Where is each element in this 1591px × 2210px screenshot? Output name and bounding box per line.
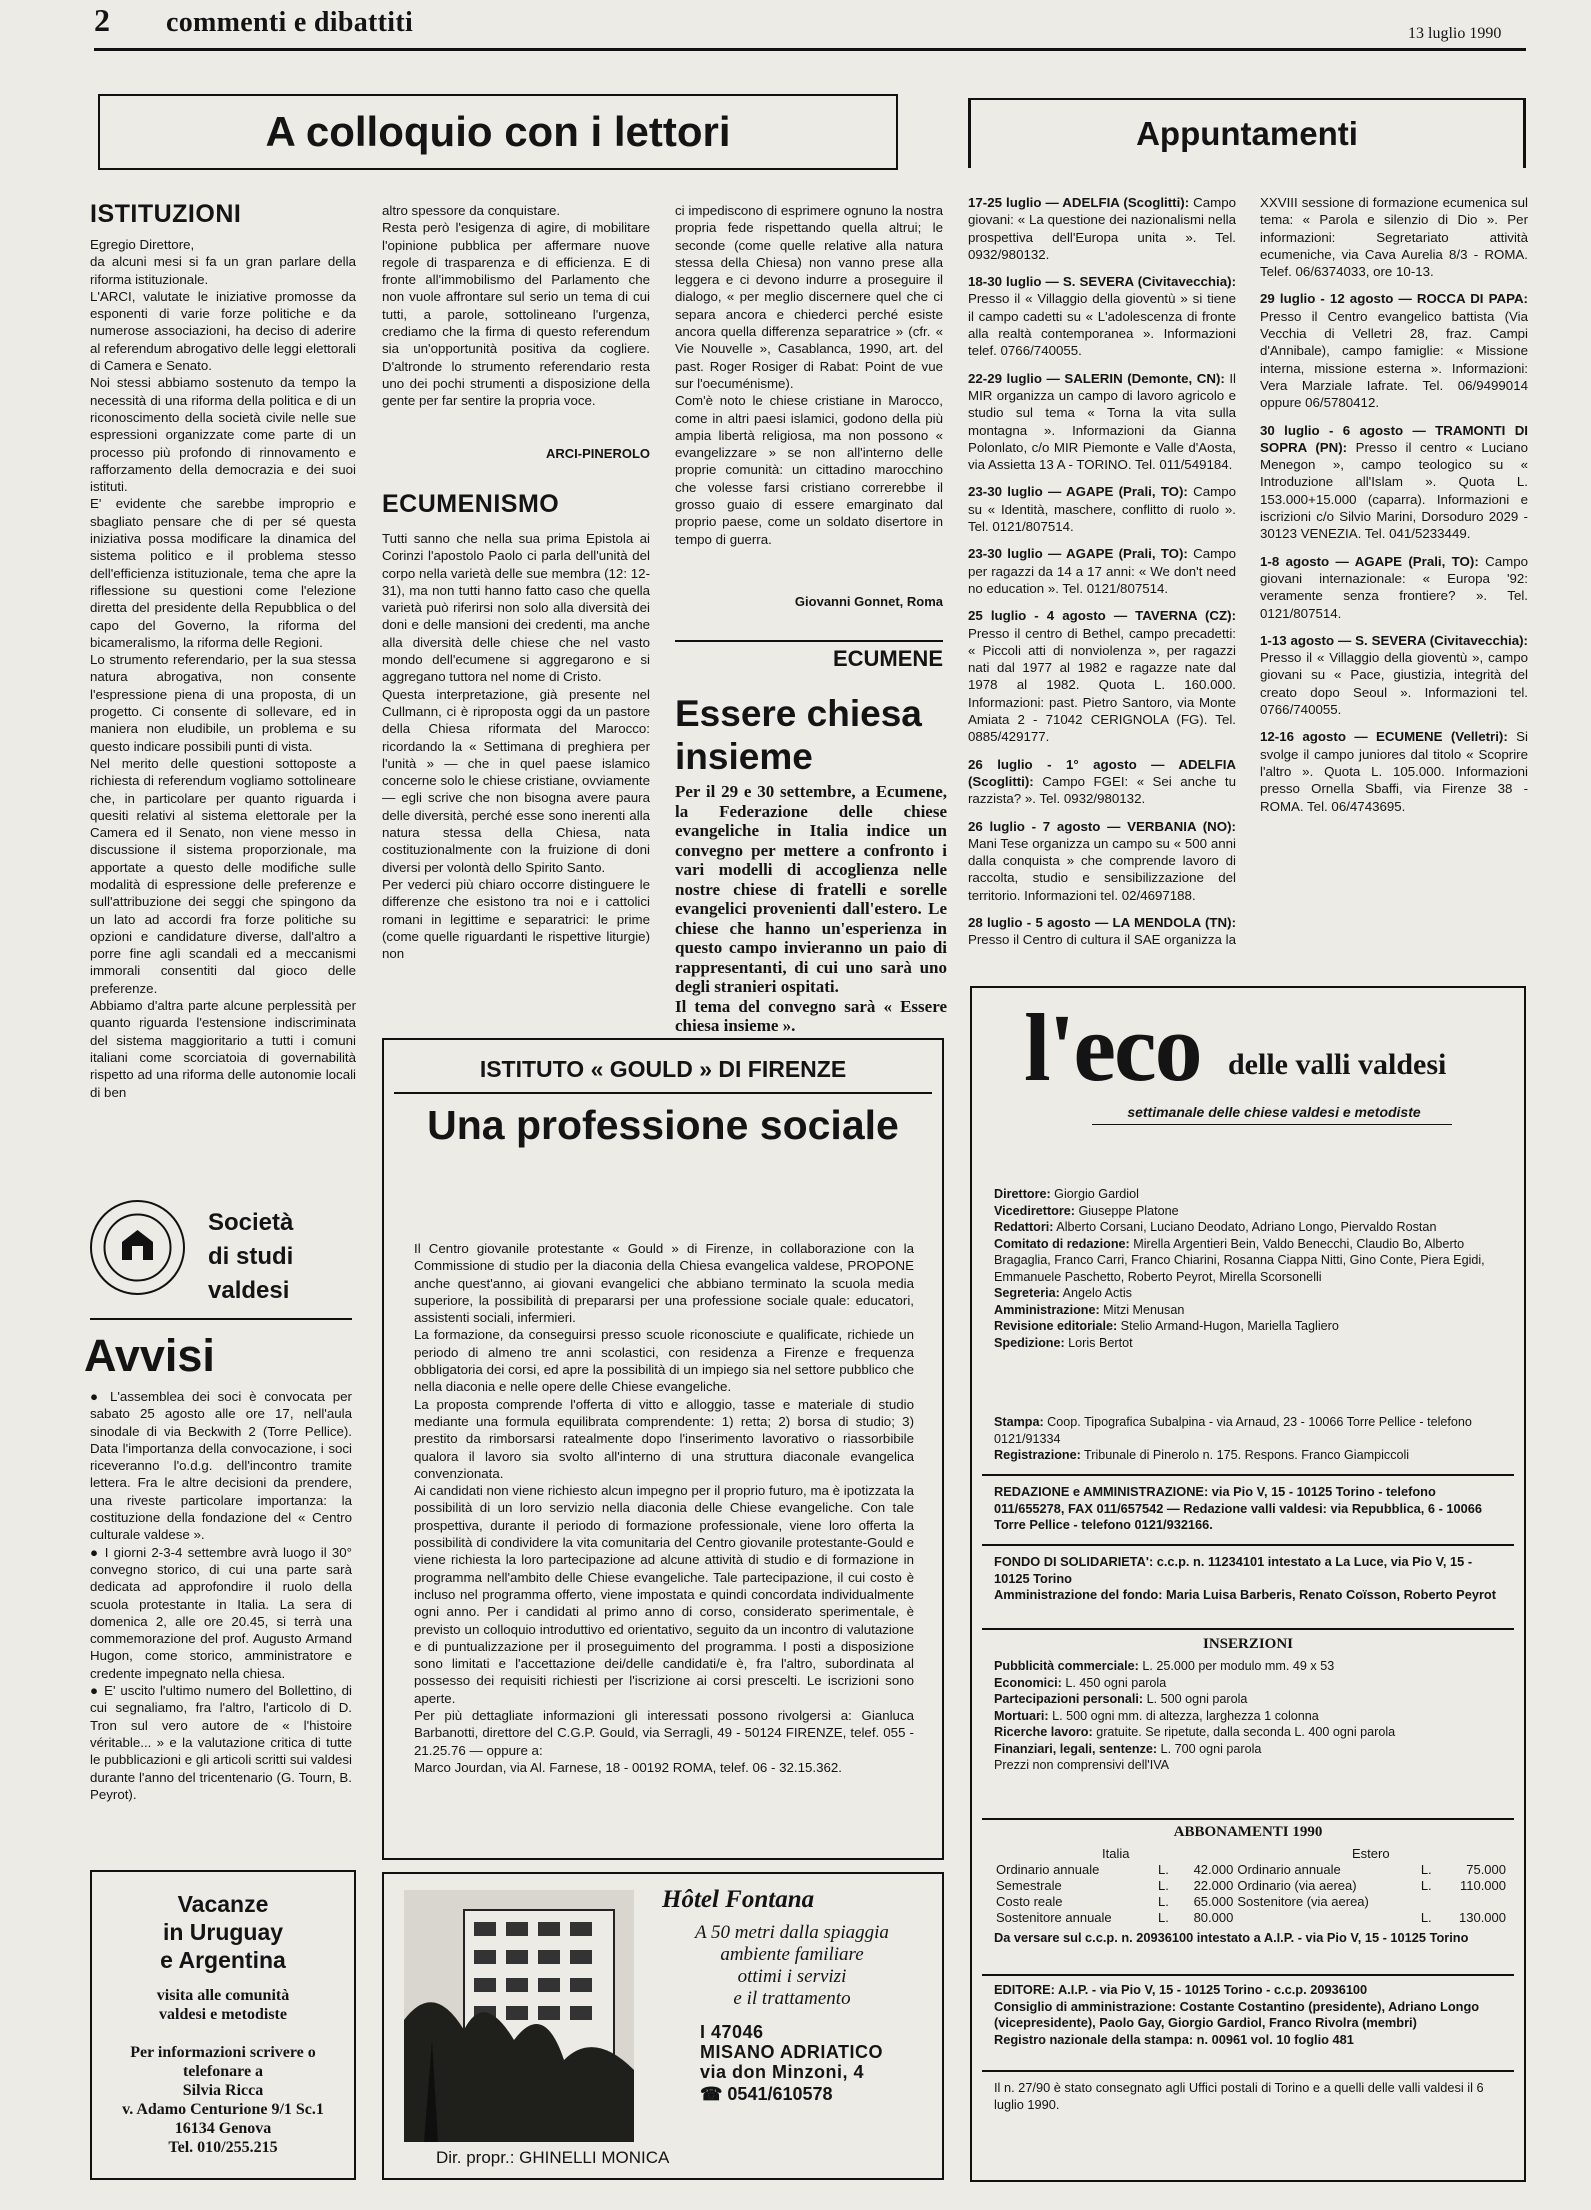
eco-rule-5 (982, 1974, 1514, 1976)
abbonamento-cell: 42.000 (1193, 1862, 1234, 1877)
appuntamento-item (1260, 632, 1528, 718)
staff-names: Prezzi non comprensivi dell'IVA (994, 1758, 1170, 1772)
appuntamento-item (968, 370, 1236, 474)
abbonamento-cell: 75.000 (1466, 1862, 1506, 1877)
staff-role: Partecipazioni personali: (994, 1692, 1144, 1706)
staff-line (994, 1186, 1508, 1203)
appuntamento-date: 26 luglio - 1° agosto — ADELFIA (Scoglitti): (968, 756, 1236, 789)
vacanze-title: Vacanze in Uruguay e Argentina (160, 1891, 286, 1973)
abbonamento-row (994, 1910, 1508, 1926)
appuntamento-date: 22-29 luglio — SALERIN (Demonte, CN): (968, 370, 1225, 386)
appuntamento-date: 23-30 luglio — AGAPE (Prali, TO): (968, 546, 1188, 562)
abbonamenti-table (994, 1862, 1508, 1926)
colloquio-banner (98, 94, 898, 170)
abbonamento-row (994, 1894, 1508, 1910)
appuntamento-item (968, 818, 1236, 904)
appuntamento-item (968, 194, 1236, 263)
studi-seal-icon (92, 1202, 183, 1293)
hotel-name: Hôtel Fontana (662, 1886, 815, 1913)
gould-title: Una professione sociale (427, 1102, 899, 1148)
abbonamento-cell: L. (1158, 1894, 1169, 1909)
eco-rule-1 (982, 1474, 1514, 1476)
staff-names: Giorgio Gardiol (1050, 1187, 1139, 1201)
ecumene-kicker: ECUMENE (832, 646, 943, 671)
appuntamento-text: Presso il Centro evangelico battista (Via Vecchia di Velletri 28, fraz. Campi d'Annibale), campo famiglie: « Missione interna, missione esterna ». Informazioni: Vera Marziale Iafrate. Tel. 06/9499014 oppure 06/5780412. (1260, 308, 1528, 411)
abbonamento-cell: Costo reale (996, 1894, 1063, 1909)
telephone-icon: ☎ (700, 2084, 728, 2104)
avvisi-title: Avvisi (84, 1330, 215, 1381)
staff-line (994, 1302, 1508, 1319)
hotel-building-icon (404, 1890, 634, 2142)
eco-logo: l'eco (1024, 994, 1201, 1101)
staff-names: Tribunale di Pinerolo n. 175. Respons. Franco Giampiccoli (1080, 1448, 1410, 1462)
ecumene-rule (675, 640, 943, 642)
appuntamento-text: Presso il « Villaggio della gioventù » si tiene il campo cadetti su « L'adolescenza di fronte alla realtà contemporanea ». Informazioni telef. 0766/740055. (968, 291, 1236, 359)
staff-line (994, 1691, 1508, 1708)
abb-estero-label: Estero (1352, 1846, 1390, 1861)
abbonamento-row (994, 1878, 1508, 1894)
eco-rule-2 (982, 1544, 1514, 1546)
eco-rule-4 (982, 1818, 1514, 1820)
eco-rule-6 (982, 2070, 1514, 2072)
staff-role: Registrazione: (994, 1448, 1081, 1462)
appuntamento-text: Campo giovani internazionale: « Europa '92: veramente senza frontiere? ». Tel. 0121/807514. (1260, 553, 1528, 621)
studi-rule (90, 1318, 352, 1320)
istituzioni-text-col2: altro spessore da conquistare. Resta però l'esigenza di agire, di mobilitare l'opinione pubblica per affermare nuove regole di trasparenza e di efficienza. E di fronte all'immobilismo del Parlamento che non vuole affrontare sul serio un tema di cui tutti, a parole, sottolineano l'urgenza, crediamo che la firma di questo referendum sia un'opportunità positiva da cogliere. D'altronde lo strumento referendario resta uno dei pochi strumenti a disposizione della gente per far sentire la propria voce. (382, 203, 650, 409)
staff-line (994, 1285, 1508, 1302)
staff-line (994, 1414, 1508, 1447)
staff-line (994, 1658, 1508, 1675)
istituzioni-signature: ARCI-PINEROLO (546, 446, 650, 461)
staff-names: L. 500 ogni mm. di altezza, larghezza 1 colonna (1048, 1708, 1319, 1723)
abbonamento-cell: 110.000 (1459, 1878, 1506, 1893)
studi-logo (90, 1200, 185, 1295)
abbonamento-cell: Ordinario annuale (1237, 1862, 1341, 1877)
avvisi-body: ● L'assemblea dei soci è convocata per sabato 25 agosto alle ore 17, nell'aula sinodale di via Beckwith 2 (Torre Pellice). Data l'importanza della convocazione, i soci riceveranno l'o.d.g. dell'incontro tramite lettera. Fra le altre decisioni da prendere, una riveste particolare importanza: la costituzione della fondazione del « Centro culturale valdese ». ● I giorni 2-3-4 settembre avrà luogo il 30° convegno storico, di cui una parte sarà dedicata ad approfondire il ruolo della scuola protestante in Italia. La sera di domenica 2, alle ore 20.45, si terrà una commemorazione del prof. Augusto Armand Hugon, come storico, amministratore e credente impegnato nella chiesa. ● E' uscito l'ultimo numero del Bollettino, di cui segnaliamo, fra l'altro, l'articolo di D. Tron sul vero autore de « l'histoire véritable... » e la valutazione critica di tutte le pubblicazioni e gli articoli scritti sui valdesi durante l'anno del tricentenario (G. Tourn, B. Peyrot). (90, 1389, 352, 1802)
gould-kicker: ISTITUTO « GOULD » DI FIRENZE (479, 1056, 847, 1082)
hotel-owner: Dir. propr.: GHINELLI MONICA (436, 2148, 670, 2167)
abbonamento-cell (1235, 1910, 1418, 1926)
staff-line (994, 1447, 1508, 1464)
abbonamento-cell: Semestrale (996, 1878, 1062, 1893)
appuntamenti-list (968, 194, 1528, 964)
staff-role: Mortuari: (994, 1708, 1049, 1723)
ecumenismo-signature: Giovanni Gonnet, Roma (794, 594, 943, 609)
appuntamento-text: Campo FGEI: « Sei anche tu razzista? ». Tel. 0932/980132. (968, 773, 1236, 807)
abbonamento-cell: 130.000 (1459, 1910, 1506, 1925)
staff-names: L. 25.000 per modulo mm. 49 x 53 (1138, 1659, 1335, 1673)
staff-line (994, 1724, 1508, 1741)
eco-logo-sub: delle valli valdesi (1228, 1048, 1447, 1081)
eco-inserzioni (994, 1658, 1508, 1774)
appuntamento-item (968, 545, 1236, 597)
istituzioni-text-col1: Egregio Direttore, da alcuni mesi si fa un gran parlare della riforma istituzionale. L'ARCI, valutate le iniziative promosse da esponenti di varie forze politiche e da numerose associazioni, ha deciso di aderire al referendum abrogativo delle leggi elettorali di Camera e Senato. Noi stessi abbiamo sostenuto da tempo la necessità di una riforma della politica e di un riconoscimento della società civile nelle sue espressioni organizzate come parte di un processo più profondo di rinnovamento e rafforzamento della democrazia e dei suoi istituti. E' evidente che sarebbe improprio e sbagliato pensare che di per sé questa iniziativa possa modificare la dinamica del sistema politico e il problema stesso dell'efficienza istituzionale, tema che apre la riflessione su questioni come l'elezione diretta del presidente della Repubblica o del capo del Governo, la riforma del bicameralismo, la riforma delle Regioni. Lo strumento referendario, per la sua stessa natura abrogativa, non consente l'espressione piena di una proposta, di un progetto. Ci consente di sollevare, ed in maniera non eludibile, un problema e su questo indicare possibili punti di vista. Nel merito delle questioni sottoposte a richiesta di referendum vogliamo sottolineare che, in particolare per quanto riguarda i quesiti relativi al sistema elettorale per la Camera ed il Senato, non viene messo in discussione il sistema proporzionale, ma apportate a questo delle modifiche sulle modalità di espressione delle preferenze e sull'attribuzione dei seggi che spingono da un lato ad accordi fra forze politiche su opzioni e candidature diverse, dall'altro a porre fine agli scandali ed a meccanismi immorali consentiti dal gioco delle preferenze. Abbiamo d'altra parte alcune perplessità per quanto riguarda l'estensione indiscriminata del sistema maggioritario a tutti i comuni italiani come scorciatoia di governabilità rispetto ad una riforma delle autonomie locali di ben (90, 237, 356, 1100)
ecumene-title: Essere chiesa insieme (675, 693, 922, 777)
staff-names: Stelio Armand-Hugon, Mariella Tagliero (1117, 1319, 1339, 1333)
hotel-photo (404, 1890, 634, 2142)
abbonamento-cell: L. (1158, 1910, 1169, 1925)
inserzioni-heading: INSERZIONI (1202, 1636, 1294, 1652)
staff-line (994, 1757, 1508, 1774)
abb-versare: Da versare sul c.c.p. n. 20936100 intestato a A.I.P. - via Pio V, 15 - 10125 Torino (994, 1930, 1469, 1945)
staff-names: L. 500 ogni parola (1143, 1692, 1248, 1706)
appuntamento-date: 23-30 luglio — AGAPE (Prali, TO): (968, 484, 1188, 500)
studi-name: Società di studi valdesi (208, 1209, 294, 1304)
ecumenismo-text-col3: ci impediscono di esprimere ognuno la nostra propria fede rispettando quella altrui; le seconde (come quelle relative alla natura stessa della Chiesa) non vanno prese alla leggera e ci devono indurre a proseguire il dialogo, « per meglio discernere quel che ci separa ancora e chiederci perché esiste ancora quella differenza separatrice » (cfr. « Vie Nouvelle », Casablanca, 1990, art. del past. Roger Rosiger di Rabat: Point de vue sur l'oecuménisme). Com'è noto le chiese cristiane in Marocco, come in altri paesi islamici, godono della più ampia libertà religiosa, ma non possono « evangelizzare » se non all'interno delle proprie comunità: un cittadino marocchino che volesse farsi cristiano correrebbe il grosso guaio di essere emarginato dal proprio paese, come un soldato disertore in tempo di guerra. (675, 203, 943, 547)
staff-line (994, 1708, 1508, 1725)
staff-role: Segreteria: (994, 1286, 1060, 1300)
eco-staff (994, 1186, 1508, 1351)
staff-names: Coop. Tipografica Subalpina - via Arnaud, 23 - 10066 Torre Pellice - telefono 0121/91334 (994, 1415, 1472, 1446)
abbonamento-cell (1439, 1894, 1508, 1910)
staff-role: Redattori: (994, 1220, 1054, 1234)
staff-role: Ricerche lavoro: (994, 1725, 1093, 1739)
staff-names: Angelo Actis (1059, 1286, 1132, 1300)
appuntamento-date: 28 luglio - 5 agosto — LA MENDOLA (TN): (968, 914, 1236, 930)
appuntamenti-banner-title: Appuntamenti (1136, 115, 1358, 152)
abbonamento-cell: L. (1420, 1862, 1432, 1877)
eco-rule-3 (982, 1628, 1514, 1630)
abbonamento-cell: L. (1158, 1862, 1169, 1877)
appuntamento-item (1260, 290, 1528, 411)
hotel-phone-row (700, 2084, 833, 2105)
staff-names: Loris Bertot (1064, 1335, 1133, 1350)
staff-role: Stampa: (994, 1415, 1044, 1429)
staff-line (994, 1236, 1508, 1286)
appuntamento-item (968, 607, 1236, 745)
appuntamento-date: 25 luglio - 4 agosto — TAVERNA (CZ): (968, 608, 1236, 624)
staff-names: gratuite. Se ripetute, dalla seconda L. 400 ogni parola (1092, 1725, 1396, 1739)
appuntamento-date: 17-25 luglio — ADELFIA (Scoglitti): (968, 195, 1190, 210)
appuntamento-item (1260, 553, 1528, 622)
abbonamento-cell: 22.000 (1193, 1878, 1234, 1893)
abbonamento-cell: Sostenitore annuale (996, 1910, 1112, 1925)
staff-role: Comitato di redazione: (994, 1236, 1130, 1251)
appuntamento-text: Il MIR organizza un campo di lavoro agricolo e studio sul tema « Torna la vita sulla montagna ». Informazioni da Gianna Polonlato, c/o MIR Piemonte e Valle d'Aosta, via Assietta 13 A - TORINO. Tel. 011/549184. (968, 370, 1237, 473)
appuntamento-date: 12-16 agosto — ECUMENE (Velletri): (1260, 729, 1508, 745)
appuntamento-date: 1-13 agosto — S. SEVERA (Civitavecchia): (1260, 632, 1528, 648)
appuntamento-text: Presso il centro di Bethel, campo precadetti: « Piccoli atti di nonviolenza », per ragazzi nati dal 1977 al 1982 e ragazze nate dal 1978 al 1982. Quota L. 160.000. Informazioni: past. Pietro Santoro, via Monte Amiata 2 - 71042 CERIGNOLA (FG). Tel. 0885/429177. (968, 625, 1236, 745)
appuntamento-item (968, 273, 1236, 359)
appuntamento-text: Si svolge il campo juniores dal titolo « Scoprire l'altro ». Quota L. 105.000. Informazioni presso Ornella Sbaffi, via Firenze 38 - ROMA. Tel. 06/4743695. (1260, 729, 1528, 814)
vacanze-box (90, 1870, 356, 2180)
abbonamento-cell: Ordinario annuale (996, 1862, 1100, 1877)
appuntamento-date: 29 luglio - 12 agosto — ROCCA DI PAPA: (1260, 291, 1528, 307)
gould-kicker-rule (394, 1092, 932, 1094)
page-number: 2 (94, 2, 110, 38)
abbonamenti-heading: ABBONAMENTI 1990 (1173, 1824, 1323, 1840)
staff-role: Vicedirettore: (994, 1203, 1075, 1218)
staff-names: L. 700 ogni parola (1157, 1741, 1262, 1756)
eco-subtitle-rule (1092, 1124, 1452, 1125)
staff-line (994, 1318, 1508, 1335)
staff-role: Direttore: (994, 1187, 1051, 1201)
eco-subtitle: settimanale delle chiese valdesi e metodiste (1127, 1104, 1421, 1120)
hotel-phone: 0541/610578 (727, 2084, 833, 2104)
staff-names: Giuseppe Platone (1074, 1203, 1179, 1218)
eco-redazione: REDAZIONE e AMMINISTRAZIONE: via Pio V, 15 - 10125 Torino - telefono 011/655278, FAX 011/657542 — Redazione valli valdesi: via Repubblica, 6 - 10066 Torre Pellice - telefono 0121/932166. (994, 1484, 1482, 1532)
abbonamento-cell: Sostenitore (via aerea) (1237, 1894, 1369, 1909)
eco-box (970, 986, 1526, 2182)
appuntamento-text: Campo su « Identità, maschere, conflitto di ruolo ». Tel. 0121/807514. (968, 484, 1236, 535)
eco-fondo: FONDO DI SOLIDARIETA': c.c.p. n. 11234101 intestato a La Luce, via Pio V, 15 - 10125 Torino Amministrazione del fondo: Maria Luisa Barberis, Renato Coïsson, Roberto Peyrot (994, 1554, 1497, 1602)
appuntamento-text: Presso il centro « Luciano Menegon », campo teologico su « Introduzione all'Islam ». Quota L. 153.000+15.000 (caparra). Informazioni e iscrizioni c/o Silvio Marini, Dorsoduro 2029 - 30123 VENEZIA. Tel. 041/5233449. (1260, 439, 1528, 542)
appuntamento-text: Campo giovani: « La questione dei nazionalismi nella prospettiva dell'Europa unita ». Tel. 0932/980132. (968, 195, 1236, 262)
abbonamento-cell: L. (1420, 1878, 1432, 1893)
section-title: commenti e dibattiti (166, 7, 414, 38)
colloquio-banner-title: A colloquio con i lettori (265, 108, 731, 155)
eco-consegna: Il n. 27/90 è stato consegnato agli Uffici postali di Torino e a quelli delle valli valdesi il 6 luglio 1990. (994, 2080, 1484, 2112)
staff-line (994, 1675, 1508, 1692)
abbonamento-cell: 80.000 (1193, 1910, 1234, 1925)
staff-line (994, 1203, 1508, 1220)
istituzioni-heading: ISTITUZIONI (90, 200, 242, 228)
ecumenismo-text-col2: Tutti sanno che nella sua prima Epistola ai Corinzi l'apostolo Paolo ci parla dell'unità del corpo nella varietà delle sue membra (12: 12-31), ma non tutti hanno fatto caso che quella varietà può riferirsi non solo alla diversità dei doni e delle mansioni dei credenti, ma anche alla diversità delle chiese che nel vasto mondo dell'ecumene si aggregarono e si aggregano tuttora nel nome di Cristo. Questa interpretazione, già presente nel Cullmann, ci è riproposta oggi da un pastore della Chiesa riformata del Marocco: ricordando la « Settimana di preghiera per l'unità » — che in quel paese islamico concerne solo le chiese cristiane, ovviamente — egli scrive che non bisogna avere paura delle diversità, perché esse sono inerenti alla natura stessa della Chiesa, nata costituzionalmente con la fruizione di doni diversi per volontà dello Spirito Santo. Per vederci più chiaro occorre distinguere le differenze che esistono tra noi e i cattolici romani in legittime e separatrici: le prime (come quelle riguardanti le rispettive liturgie) non (382, 531, 650, 962)
staff-names: Mitzi Menusan (1099, 1302, 1185, 1317)
ecumenismo-heading: ECUMENISMO (382, 490, 560, 518)
abbonamento-cell (1419, 1894, 1439, 1910)
staff-names: Mirella Argentieri Bein, Valdo Benecchi, Claudio Bo, Alberto Bragaglia, Franco Carri, Franco Chiarini, Rosanna Ciappa Nitti, Gino Conte, Piera Egidi, Emmanuele Paschetto, Roberto Peyrot, Mirella Scorsonelli (994, 1236, 1485, 1284)
appuntamento-text: Mani Tese organizza un campo su « 500 anni dalla conquista » che comprende lavoro di raccolta, studio e sensibilizzazione del territorio. Informazioni tel. 02/4697188. (968, 835, 1236, 903)
abbonamento-cell: L. (1158, 1878, 1169, 1893)
staff-line (994, 1219, 1508, 1236)
staff-role: Finanziari, legali, sentenze: (994, 1741, 1158, 1756)
appuntamenti-banner (968, 98, 1526, 168)
appuntamento-text: Campo per ragazzi da 14 a 17 anni: « We don't need no education ». Tel. 0121/807514. (968, 546, 1236, 596)
abbonamento-cell: L. (1420, 1910, 1432, 1925)
appuntamento-date: 1-8 agosto — AGAPE (Prali, TO): (1260, 553, 1479, 569)
eco-stampa (994, 1414, 1508, 1464)
hotel-address: I 47046 MISANO ADRIATICO via don Minzoni, 4 (700, 2022, 883, 2082)
staff-role: Pubblicità commerciale: (994, 1659, 1139, 1673)
ecumene-body: Per il 29 e 30 settembre, a Ecumene, la Federazione delle chiese evangeliche in Italia indice un convegno per mettere a confronto i vari modelli di accoglienza nelle nostre chiese di fratelli e sorelle evangelici provenienti dall'estero. Le chiese che hanno un'esperienza in questo campo invieranno un paio di rappresentanti, di cui uno sarà uno degli stranieri ospitati. Il tema del convegno sarà « Essere chiesa insieme ». (675, 782, 947, 1035)
issue-date: 13 luglio 1990 (1408, 25, 1502, 42)
appuntamento-item (968, 483, 1236, 535)
appuntamento-text: Presso il « Villaggio della gioventù », campo giovani su « Pace, giustizia, integrità del creato dopo Seoul ». Informazioni tel. 0766/740055. (1260, 650, 1528, 718)
staff-line (994, 1741, 1508, 1758)
staff-role: Economici: (994, 1675, 1062, 1690)
appuntamento-item (1260, 728, 1528, 814)
staff-role: Amministrazione: (994, 1302, 1100, 1317)
header-rule (94, 48, 1526, 51)
gould-box (382, 1038, 944, 1860)
appuntamento-date: 18-30 luglio — S. SEVERA (Civitavecchia): (968, 274, 1236, 290)
abbonamento-row (994, 1862, 1508, 1878)
appuntamento-date: 26 luglio - 7 agosto — VERBANIA (NO): (968, 818, 1236, 834)
abbonamento-cell: Ordinario (via aerea) (1237, 1878, 1357, 1893)
appuntamento-item (1260, 422, 1528, 543)
eco-editore: EDITORE: A.I.P. - via Pio V, 15 - 10125 Torino - c.c.p. 20936100 Consiglio di amministrazione: Costante Costantino (presidente), Adriano Longo (vicepresidente), Paolo Gay, Giorgio Gardiol, Franco Rivolra (membri) Registro nazionale della stampa: n. 00961 vol. 10 foglio 481 (994, 1982, 1480, 2047)
staff-role: Spedizione: (994, 1335, 1065, 1350)
appuntamento-text: Presso il Centro di cultura il SAE organizza la XXVIII sessione di formazione ecumenica sul tema: « Parola e silenzio di Dio ». Per informazioni: Segretariato attività ecumeniche, via Cava Aurelia 8/3 - ROMA. Telef. 06/6374033, ore 10-13. (968, 195, 1528, 948)
staff-names: L. 450 ogni parola (1061, 1675, 1167, 1690)
gould-body: Il Centro giovanile protestante « Gould » di Firenze, in collaborazione con la Commissione di studio per la diaconia della Chiesa evangelica valdese, PROPONE anche quest'anno, ai giovani evangelici che abbiano terminato la scuola media superiore, la possibilità di prepararsi per una professione sociale quale: educatori, assistenti sociali, infermieri. La formazione, da conseguirsi presso scuole riconosciute e qualificate, richiede un periodo di almeno tre anni scolastici, con residenza a Firenze e frequenza obbligatoria dei corsi, ed apre la possibilità di un impiego sia nel settore pubblico che nella diaconia e nelle opere delle Chiese evangeliche. La proposta comprende l'offerta di vitto e alloggio, tasse e materiale di studio mediante una formula equilibrata comprendente: 1) retta; 2) borsa di studio; 3) prestito da rimborsarsi ratealmente dopo l'inserimento lavorativo o riassorbibile qualora il lavoro sia svolto all'interno di una struttura diaconale evangelica convenzionata. Ai candidati non viene richiesto alcun impegno per il proprio futuro, ma è ipotizzata la possibilità di un loro servizio nella diaconia delle Chiese evangeliche. Con tale prospettiva, durante il periodo di formazione professionale, viene loro offerta la possibilità di condividere la vita comunitaria del Centro giovanile protestante-Gould e viene richiesta la loro partecipazione ad alcune attività di studio e di formazione in programma nell'ambito delle Chiese evangeliche. Tale partecipazione, il cui costo è incluso nel programma offerto, viene impostata e quindi concordata individualmente ogni anno. Per i candidati al primo anno di corso, considerato sperimentale, è previsto un colloquio introduttivo ed orientativo, seguito da un incontro di valutazione e di puntualizzazione per il proseguimento del programma. I posti a disposizione sono limitati e l'accettazione dei/delle candidati/e è, fra l'altro, subordinata al possesso dei requisiti richiesti per l'iscrizione ai corsi prescelti. Le iscrizioni sono aperte. Per più dettagliate informazioni gli interessati possono rivolgersi a: Gianluca Barbanotti, direttore del C.G.P. Gould, via Serragli, 49 - 50124 FIRENZE, telef. 055 - 21.25.76 — oppure a: Marco Jourdan, via Al. Farnese, 18 - 00192 ROMA, telef. 06 - 32.15.362. (414, 1241, 914, 1775)
abbonamento-cell: 65.000 (1193, 1894, 1234, 1909)
staff-names: Alberto Corsani, Luciano Deodato, Adriano Longo, Piervaldo Rostan (1053, 1220, 1437, 1234)
vacanze-body: visita alle comunità valdesi e metodiste Per informazioni scrivere o telefonare a Silvia Ricca v. Adamo Centurione 9/1 Sc.1 16134 Genova Tel. 010/255.215 (122, 1987, 324, 2156)
appuntamento-item (968, 756, 1236, 808)
appuntamento-date: 30 luglio - 6 agosto — TRAMONTI DI SOPRA (PN): (1260, 422, 1528, 455)
abb-italia-label: Italia (1102, 1846, 1130, 1861)
hotel-tagline: A 50 metri dalla spiaggia ambiente familiare ottimi i servizi e il trattamento (695, 1922, 889, 2009)
staff-line (994, 1335, 1508, 1352)
staff-role: Revisione editoriale: (994, 1319, 1118, 1333)
hotel-box (382, 1872, 944, 2180)
